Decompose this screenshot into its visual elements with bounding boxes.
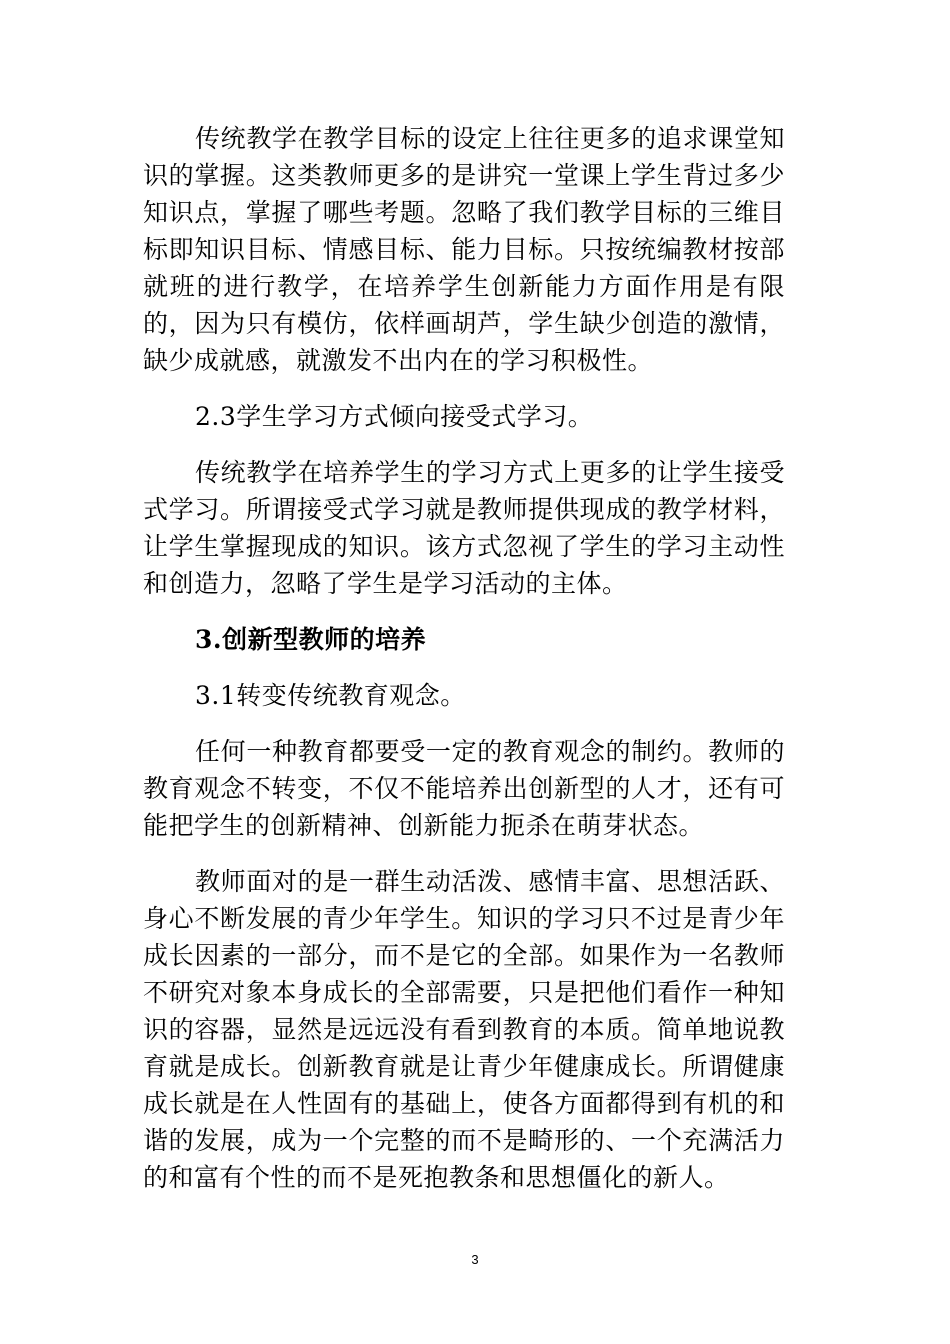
subheading-3-1: 3.1转变传统教育观念。 xyxy=(195,681,466,710)
page-number: 3 xyxy=(471,1252,479,1267)
paragraph-education-concept: 任何一种教育都要受一定的教育观念的制约。教师的教育观念不转变，不仅不能培养出创新型的人才，还有可能把学生的创新精神、创新能力扼杀在萌芽状态。 xyxy=(143,737,785,840)
subheading-2-3: 2.3学生学习方式倾向接受式学习。 xyxy=(195,402,594,431)
paragraph-healthy-growth: 教师面对的是一群生动活泼、感情丰富、思想活跃、身心不断发展的青少年学生。知识的学习只不过是青少年成长因素的一部分，而不是它的全部。如果作为一名教师不研究对象本身成长的全部需要，只是把他们看作一种知识的容器，显然是远远没有看到教育的本质。简单地说教育就是成长。创新教育就是让青少年健康成长。所谓健康成长就是在人性固有的基础上，使各方面都得到有机的和谐的发展，成为一个完整的而不是畸形的、一个充满活力的和富有个性的而不是死抱教条和思想僵化的新人。 xyxy=(143,867,785,1192)
paragraph-teaching-goals: 传统教学在教学目标的设定上往往更多的追求课堂知识的掌握。这类教师更多的是讲究一堂课上学生背过多少知识点，掌握了哪些考题。忽略了我们教学目标的三维目标即知识目标、情感目标、能力目标。只按统编教材按部就班的进行教学，在培养学生创新能力方面作用是有限的，因为只有模仿，依样画胡芦，学生缺少创造的激情，缺少成就感，就激发不出内在的学习积极性。 xyxy=(143,124,785,375)
page-body xyxy=(143,120,785,1196)
paragraph-receptive-learning: 传统教学在培养学生的学习方式上更多的让学生接受式学习。所谓接受式学习就是教师提供现成的教学材料，让学生掌握现成的知识。该方式忽视了学生的学习主动性和创造力，忽略了学生是学习活动的主体。 xyxy=(143,458,785,598)
section-heading-3: 3.创新型教师的培养 xyxy=(195,625,427,654)
